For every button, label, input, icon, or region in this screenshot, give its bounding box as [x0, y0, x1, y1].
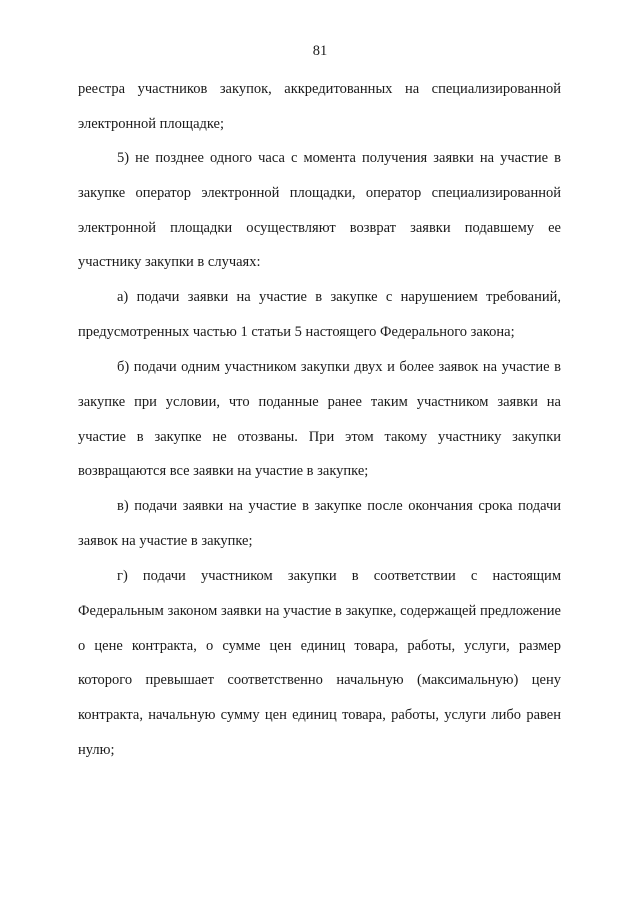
paragraph-subitem-g: г) подачи участником закупки в соответствии с настоящим Федеральным законом заявки на участие в закупке, содержащей предложение о цене контракта, о сумме цен единиц товара, работы, услуги, размер которого превышает соответственно начальную (максимальную) цену контракта, начальную сумму цен единиц товара, работы, услуги либо равен нулю;	[78, 568, 561, 758]
paragraph-subitem-a: а) подачи заявки на участие в закупке с нарушением требований, предусмотренных частью 1 статьи 5 настоящего Федерального закона;	[78, 289, 561, 340]
paragraph-subitem-b: б) подачи одним участником закупки двух и более заявок на участие в закупке при условии, что поданные ранее таким участником заявки на участие в закупке не отозваны. При этом такому участнику закупки возвращаются все заявки на участие в закупке;	[78, 359, 561, 480]
paragraph-subitem-v: в) подачи заявки на участие в закупке после окончания срока подачи заявок на участие в закупке;	[78, 498, 561, 549]
page-number: 81	[312, 43, 328, 59]
paragraph-item-5: 5) не позднее одного часа с момента получения заявки на участие в закупке оператор электронной площадки, оператор специализированной электронной площадки осуществляют возврат заявки подавшему ее участнику закупки в случаях:	[78, 150, 561, 271]
paragraph-registry-continuation: реестра участников закупок, аккредитованных на специализированной электронной площадке;	[78, 81, 561, 132]
